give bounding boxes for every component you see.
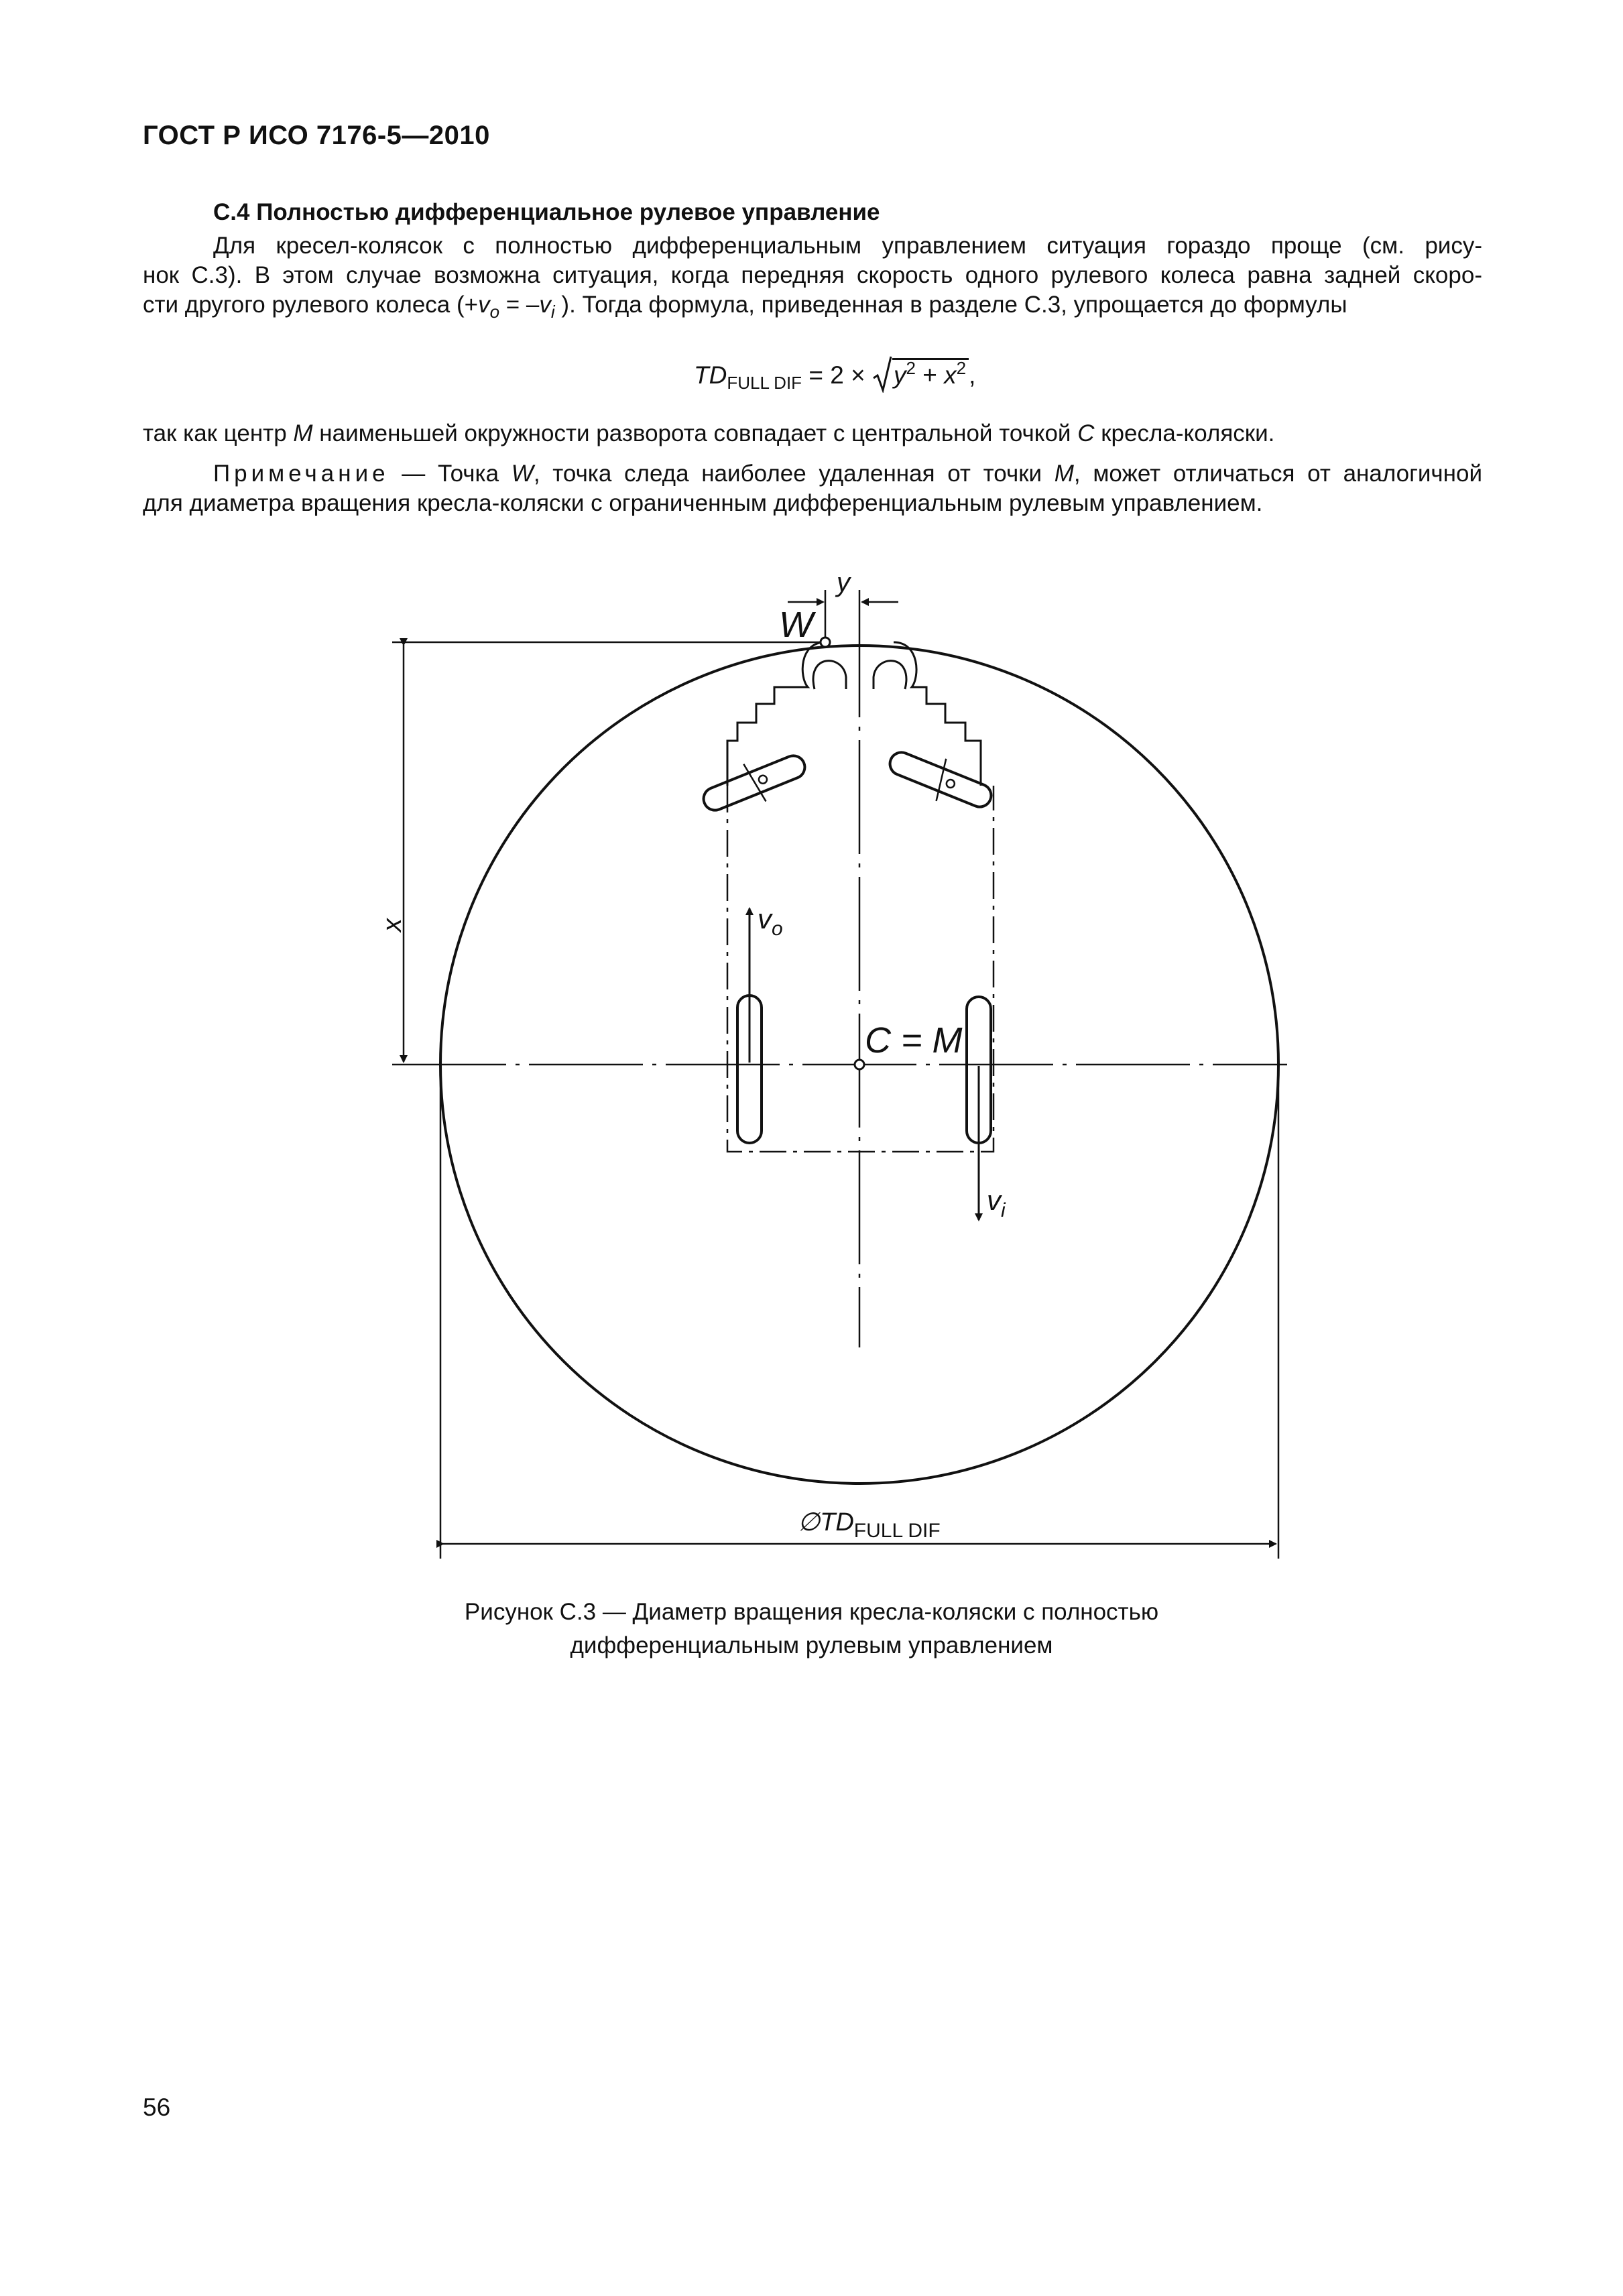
label-c-equals-m: C = M	[865, 1020, 963, 1061]
p2-symbol-c: C	[1077, 420, 1095, 446]
label-w: W	[779, 605, 813, 645]
p2-part-c: кресла-коляски.	[1094, 420, 1275, 446]
symbol-v-i-subscript: i	[550, 302, 555, 322]
label-diameter: $\emptyset TD_{FULL DIF}$	[798, 1508, 941, 1542]
formula-x: x	[944, 361, 957, 389]
footprint-outline-right	[894, 642, 981, 786]
chassis-outline	[727, 786, 994, 1152]
formula-x-exponent: 2	[956, 358, 967, 378]
document-header: ГОСТ Р ИСО 7176-5—2010	[143, 121, 490, 150]
formula-equals: = 2 ×	[802, 361, 872, 389]
note-symbol-m: M	[1054, 461, 1074, 487]
symbol-v-o: v	[478, 292, 490, 318]
figure-caption-line-1: Рисунок С.3 — Диаметр вращения кресла-коляски с полностью	[464, 1599, 1159, 1625]
label-x: x	[377, 918, 407, 932]
p2-symbol-m: M	[293, 420, 313, 446]
label-v-i: $v_i$	[987, 1185, 1006, 1221]
formula-subscript: FULL DIF	[727, 373, 802, 393]
castor-wheel-left	[697, 743, 812, 823]
footrest-left	[813, 661, 846, 689]
symbol-v-i: v	[539, 292, 551, 318]
footrest-right	[874, 661, 906, 689]
formula-plus: +	[915, 361, 945, 389]
label-y: y	[837, 568, 850, 597]
symbol-v-o-subscript: o	[489, 302, 500, 322]
formula-y: y	[893, 361, 906, 389]
point-w-marker	[821, 638, 830, 647]
page-number: 56	[143, 2094, 171, 2121]
paragraph-1-line-2: нок С.3). В этом случае возможна ситуация, когда передняя скорость одного рулевого колеса равна задней скоро-	[143, 262, 1482, 288]
paragraph-1-line-1: Для кресел-колясок с полностью дифференциальным управлением ситуация гораздо проще (см. рису-	[213, 233, 1482, 259]
p1-line-3-part-b: = –	[499, 292, 540, 318]
note-part-c: , может отличаться от аналогичной	[1073, 461, 1483, 487]
point-cm-marker	[855, 1060, 864, 1069]
label-v-o: $v_o$	[758, 903, 783, 940]
note-label: Примечание	[213, 461, 389, 487]
formula-y-exponent: 2	[906, 358, 916, 378]
p2-part-b: наименьшей окружности разворота совпадает с центральной точкой	[312, 420, 1078, 446]
formula-comma: ,	[969, 361, 976, 389]
note-line-2: для диаметра вращения кресла-коляски с ограниченным дифференциальным рулевым управлением.	[143, 490, 1263, 516]
p1-line-3-part-c: ). Тогда формула, приведенная в разделе С.3, упрощается до формулы	[554, 292, 1347, 318]
note-symbol-w: W	[511, 461, 534, 487]
formula-td: TD	[694, 361, 727, 389]
figure-caption-line-2: дифференциальным рулевым управлением	[570, 1632, 1053, 1658]
p1-line-3-part-a: сти другого рулевого колеса (+	[143, 292, 479, 318]
note-part-a: — Точка	[389, 461, 512, 487]
figure-caption	[0, 1595, 1623, 1663]
note-part-b: , точка следа наиболее удаленная от точки	[533, 461, 1055, 487]
section-title: С.4 Полностью дифференциальное рулевое управление	[213, 199, 880, 225]
p2-part-a: так как центр	[143, 420, 294, 446]
